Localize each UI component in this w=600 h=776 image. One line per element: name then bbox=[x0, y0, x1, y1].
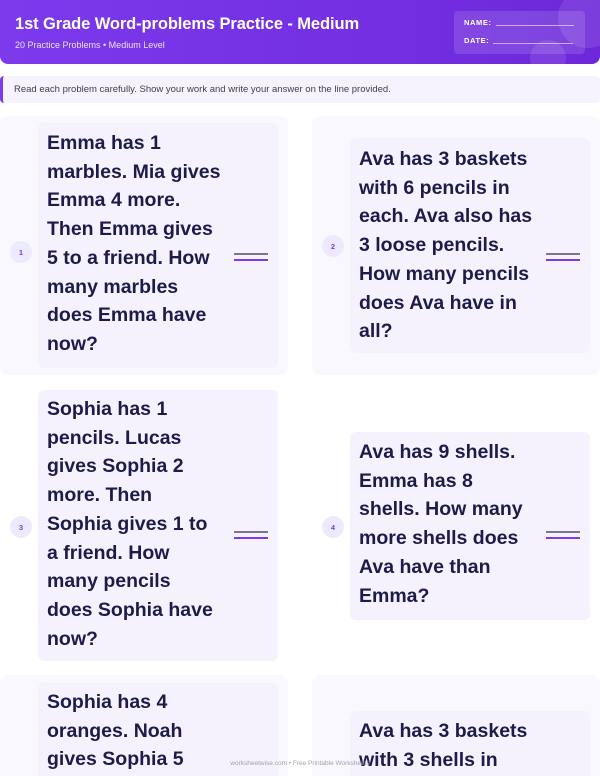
problem-text: Ava has 3 baskets with 6 pencils in each. Ava also has 3 loose pencils. How many pencils does Ava have in all? bbox=[359, 148, 533, 343]
problem-text-box bbox=[350, 138, 590, 353]
problem-text-box bbox=[38, 390, 278, 661]
answer-line[interactable] bbox=[546, 253, 580, 263]
worksheet-header bbox=[0, 0, 600, 64]
problem-text: Sophia has 4 oranges. Noah gives Sophia 5 bbox=[47, 691, 184, 771]
instructions-box bbox=[0, 76, 600, 103]
problem-text: Sophia has 1 pencils. Lucas gives Sophia 2 more. Then Sophia gives 1 to a friend. How many pencils does Sophia have now? bbox=[47, 398, 213, 650]
answer-line[interactable] bbox=[234, 531, 268, 541]
problem-card bbox=[312, 382, 600, 667]
date-field[interactable] bbox=[464, 36, 573, 45]
name-field[interactable] bbox=[464, 18, 574, 27]
answer-line[interactable] bbox=[546, 531, 580, 541]
page-title: 1st Grade Word-problems Practice - Medium bbox=[15, 15, 360, 33]
problem-text-box bbox=[350, 432, 590, 620]
problem-card bbox=[0, 382, 288, 667]
footer-text: worksheetwise.com • Free Printable Worksheets bbox=[230, 760, 370, 767]
date-label: DATE: bbox=[464, 36, 490, 45]
problem-text: Ava has 3 baskets with 3 shells in bbox=[359, 720, 528, 771]
instructions-text: Read each problem carefully. Show your work and write your answer on the line provided. bbox=[14, 84, 391, 95]
problem-number-badge: 4 bbox=[322, 516, 344, 538]
problem-text: Emma has 1 marbles. Mia gives Emma 4 more. Then Emma gives 5 to a friend. How many marbles does Emma have now? bbox=[47, 132, 221, 355]
problem-text-box bbox=[38, 123, 278, 368]
problem-number-badge: 3 bbox=[10, 516, 32, 538]
problem-text: Ava has 9 shells. Emma has 8 shells. How many more shells does Ava have than Emma? bbox=[359, 441, 523, 607]
name-date-box bbox=[454, 11, 585, 54]
problem-card bbox=[0, 116, 288, 375]
problem-number-badge: 1 bbox=[10, 241, 32, 263]
name-line bbox=[496, 25, 574, 26]
page-subtitle: 20 Practice Problems • Medium Level bbox=[15, 40, 165, 50]
problem-card bbox=[312, 116, 600, 375]
name-label: NAME: bbox=[464, 18, 492, 27]
answer-line[interactable] bbox=[234, 253, 268, 263]
problem-number-badge: 2 bbox=[322, 235, 344, 257]
date-line bbox=[493, 43, 573, 44]
